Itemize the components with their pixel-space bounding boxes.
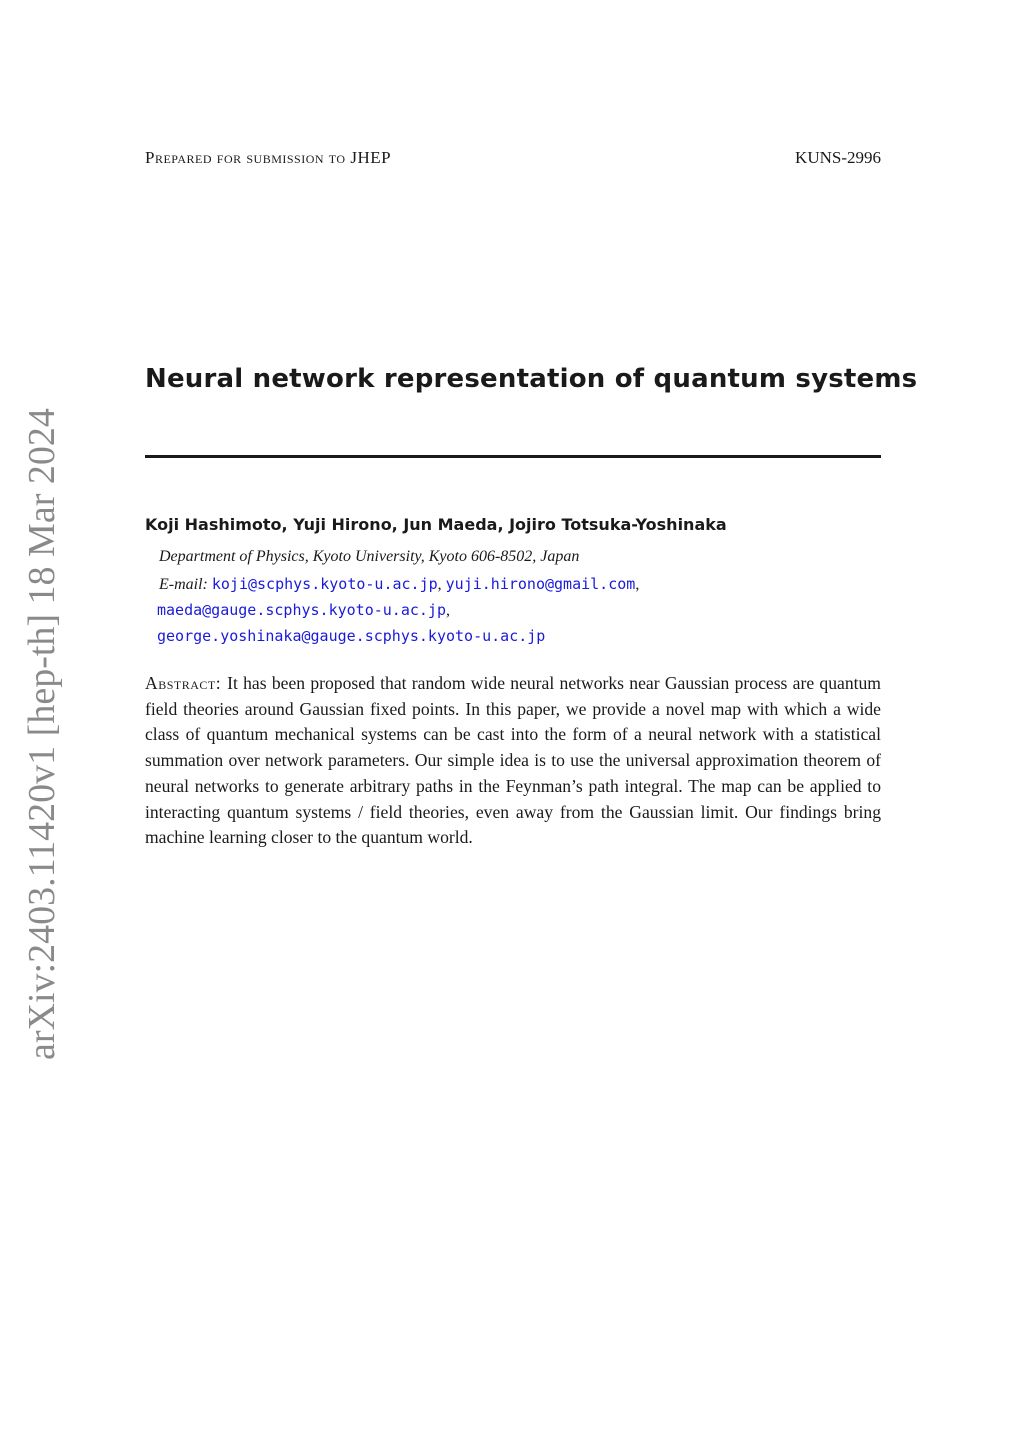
email-separator: , — [635, 576, 640, 593]
title-rule — [145, 455, 881, 458]
email-label: E-mail: — [159, 576, 208, 593]
email-link-maeda[interactable]: maeda@gauge.scphys.kyoto-u.ac.jp — [157, 601, 446, 619]
email-line — [157, 627, 545, 646]
paper-title: Neural network representation of quantum systems — [145, 364, 918, 394]
email-link-hirono[interactable]: yuji.hirono@gmail.com — [445, 575, 636, 593]
abstract-text: It has been proposed that random wide neural networks near Gaussian process are quantum field theories around Gaussian fixed points. In this paper, we provide a novel map with which a wide class of quantum mechanical systems can be cast into the form of a neural network with a statistical summation over network parameters. Our simple idea is to use the universal approximation theorem of neural networks to generate arbitrary paths in the Feynman’s path integral. The map can be applied to interacting quantum systems / field theories, even away from the Gaussian limit. Our findings bring machine learning closer to the quantum world. — [145, 673, 881, 848]
author-list: Koji Hashimoto, Yuji Hirono, Jun Maeda, Jojiro Totsuka-Yoshinaka — [145, 515, 727, 534]
email-link-hashimoto[interactable]: koji@scphys.kyoto-u.ac.jp — [211, 575, 438, 593]
email-separator: , — [437, 576, 442, 593]
email-separator: , — [445, 602, 450, 619]
email-line — [157, 601, 450, 620]
affiliation: Department of Physics, Kyoto University, Kyoto 606-8502, Japan — [159, 548, 580, 565]
report-number: KUNS-2996 — [795, 148, 881, 167]
abstract-label: Abstract: — [145, 673, 222, 693]
email-line — [159, 575, 639, 594]
journal-header: Prepared for submission to JHEP — [145, 148, 392, 167]
email-link-yoshinaka[interactable]: george.yoshinaka@gauge.scphys.kyoto-u.ac.jp — [157, 627, 546, 645]
arxiv-stamp: arXiv:2403.11420v1 [hep-th] 18 Mar 2024 — [21, 408, 63, 1060]
abstract — [145, 671, 881, 851]
